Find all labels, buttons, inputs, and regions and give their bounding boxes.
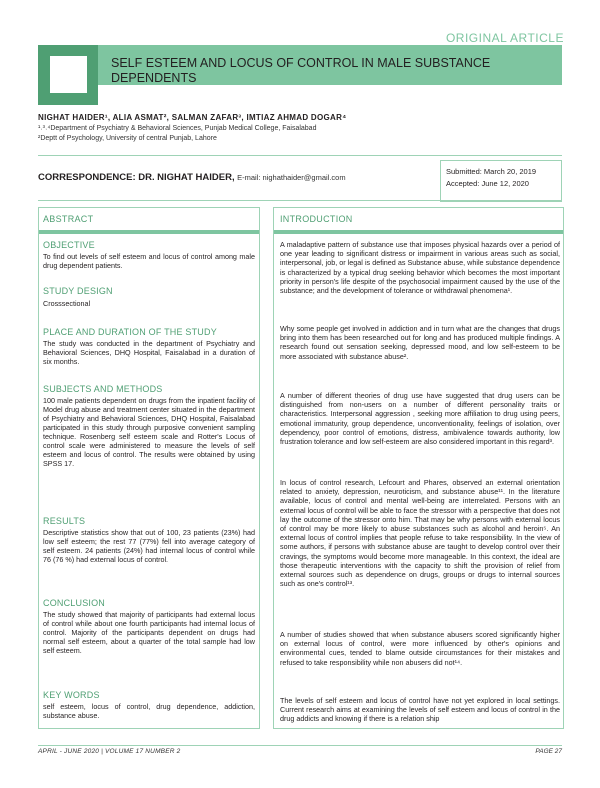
correspondence-email: E-mail: nighathaider@gmail.com (237, 173, 346, 182)
issue-info: APRIL - JUNE 2020 | VOLUME 17 NUMBER 2 (38, 748, 181, 755)
subjects-methods-heading: SUBJECTS AND METHODS (43, 384, 163, 394)
intro-paragraph: A number of different theories of drug use have suggested that drug users can be distinguished from non-users on a number of different personality traits or characteristics. Interpersonal aggression , seeking more affiliation to drug using peers, emotional immaturity, group dependence, unconventionality, feelings of isolation, over dependency, poor control of emotions, distress, ambivalence towards authority, low frustration tolerance and low self-esteem are also considered important in this regard³. (280, 391, 560, 447)
affiliation-2: ²Deptt of Psychology, University of central Punjab, Lahore (38, 135, 217, 142)
heading-band (274, 230, 563, 234)
abstract-column (38, 207, 260, 729)
introduction-column (273, 207, 564, 729)
conclusion-text: The study showed that majority of participants had external locus of control while about one fourth participants had internal locus of control. Majority of the participants dependent on drugs had normal self esteem, about a quarter of the total sample had low self esteem. (43, 610, 255, 655)
dates-box (440, 160, 562, 202)
study-design-text: Crosssectional (43, 299, 91, 308)
intro-paragraph: In locus of control research, Lefcourt and Phares, observed an external orientation related to anxiety, depression, neuroticism, and substance abuse¹¹. In the literature available, locus of control and mental well-being are interrelated. Persons with an external locus of control will be able to face the stressor with a perspective that does not lay the outcome of the stressor onto him. That may be why persons with external locus of control may be more likely to abuse substances such as alcohol and heroin⁵. An external locus of control implies that people refuse to take responsibility. In the view of some authors, if persons with substance abuse are taught to develop control over their cravings, the symptoms would become more manageable. In this context, the ideal are those therapeutic interventions with the capacity to shift the provision of relief from external sources such as dependence on drugs, groups or drugs to internal sources such as one's control¹³. (280, 478, 560, 589)
submitted-date: Submitted: March 20, 2019 (446, 167, 537, 176)
article-type-label: ORIGINAL ARTICLE (445, 31, 564, 45)
objective-text: To find out levels of self esteem and locus of control among male drug dependent patients. (43, 252, 255, 270)
intro-paragraph: A maladaptive pattern of substance use that imposes physical hazards over a period of one year leading to significant distress or impairment in various areas such as social, interpersonal, job, or legal is defined as Substance abuse, while substance dependence is characterized by a typical drug seeking behavior which becomes the most important priority in person's life despite of the psychosocial impairment caused by the use of the substance; and the development of tolerance or withdrawal phenomena¹. (280, 240, 560, 296)
intro-paragraph: A number of studies showed that when substance abusers scored significantly higher on external locus of control, were more influenced by other's opinions and environmental cues, tended to blame outside circumstances for their mistakes and refused to take responsibility while non abusers did not¹⁴. (280, 630, 560, 667)
divider (38, 200, 562, 201)
article-title: SELF ESTEEM AND LOCUS OF CONTROL IN MALE SUBSTANCE DEPENDENTS (111, 56, 491, 85)
correspondence-label: CORRESPONDENCE: DR. (38, 172, 155, 183)
heading-band (39, 230, 259, 234)
affiliation-1: ¹˒³˒⁴Department of Psychiatry & Behavioral Sciences, Punjab Medical College, Faisalabad (38, 125, 317, 132)
keywords-heading: KEY WORDS (43, 690, 100, 700)
divider (38, 155, 562, 156)
place-duration-heading: PLACE AND DURATION OF THE STUDY (43, 327, 217, 337)
objective-heading: OBJECTIVE (43, 240, 95, 250)
accepted-date: Accepted: June 12, 2020 (446, 179, 529, 188)
results-text: Descriptive statistics show that out of 100, 23 patients (23%) had low self esteem; the rest 77 (77%) fell into average category of self esteem. 24 patients (24%) had internal locus of control while 76 (76 %) had external locus of control. (43, 528, 255, 564)
place-duration-text: The study was conducted in the department of Psychiatry and Behavioral Sciences, DHQ Hospital, Faisalabad in a duration of six months. (43, 339, 255, 366)
results-heading: RESULTS (43, 516, 86, 526)
intro-paragraph: Why some people get involved in addiction and in turn what are the changes that drugs bring into them has been researched out for long and has produced multiple findings. A research found out sensation seeking, depressed mood, and low self-esteem to be more associated with substance abuse². (280, 324, 560, 361)
correspondence (38, 172, 346, 183)
introduction-heading: INTRODUCTION (280, 214, 353, 224)
intro-paragraph: The levels of self esteem and locus of control have not yet explored in local settings. Current research aims at examining the levels of self esteem and locus of control in the drug addicts and knowing if there is a relation ship (280, 696, 560, 724)
study-design-heading: STUDY DESIGN (43, 286, 113, 296)
keywords-text: self esteem, locus of control, drug dependence, addiction, substance abuse. (43, 702, 255, 720)
conclusion-heading: CONCLUSION (43, 598, 106, 608)
page-number: PAGE 27 (535, 748, 562, 755)
correspondence-name: NIGHAT HAIDER, (157, 172, 235, 183)
footer-divider (38, 745, 562, 746)
subjects-methods-text: 100 male patients dependent on drugs from the inpatient facility of Model drug abuse and treatment center situated in the department of Psychiatry and Behavioral Sciences, DHQ Hospital, Faisalabad participated in this study through purposive convenient sampling technique. Rosenberg self esteem scale and Rotter's Locus of control scale were administered to measure the levels of self esteem and locus of control. The results were obtained by using SPSS 17. (43, 396, 255, 468)
author-list: NIGHAT HAIDER¹, ALIA ASMAT², SALMAN ZAFAR³, IMTIAZ AHMAD DOGAR⁴ (38, 113, 347, 122)
title-banner-square (50, 56, 87, 93)
abstract-heading: ABSTRACT (43, 214, 94, 224)
